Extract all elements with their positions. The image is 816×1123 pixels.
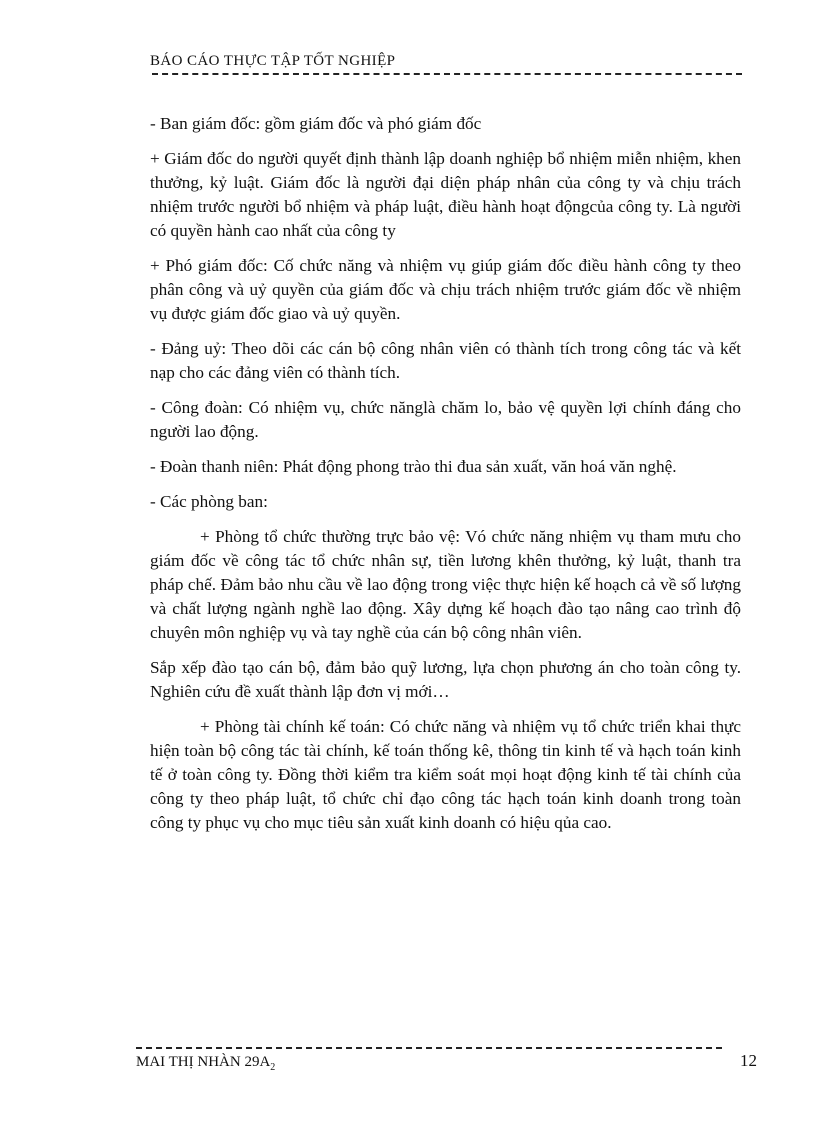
footer-author-subscript: 2 <box>270 1062 276 1073</box>
paragraph: - Đoàn thanh niên: Phát động phong trào thi đua sản xuất, văn hoá văn nghệ. <box>150 457 677 476</box>
paragraph: + Phó giám đốc: Cố chức năng và nhiệm vụ giúp giám đốc điều hành công ty theo phân công và uỷ quyền của giám đốc và chịu trách nhiệm trước giám đốc về nhiệm vụ được giám đốc giao và uỷ quyền. <box>150 256 741 323</box>
paragraph: + Phòng tài chính kế toán: Có chức năng và nhiệm vụ tổ chức triển khai thực hiện toàn bộ công tác tài chính, kế toán thống kê, thông tin kinh tế và hạch toán kinh tế ở toàn công ty. Đồng thời kiểm tra kiểm soát mọi hoạt động kinh tế tài chính của công ty theo pháp luật, tổ chức chỉ đạo công tác hạch toán kinh doanh trong toàn công ty phục vụ cho mục tiêu sản xuất kinh doanh có hiệu qủa cao. <box>150 717 741 832</box>
page-header-title: BÁO CÁO THỰC TẬP TỐT NGHIỆP <box>150 53 396 69</box>
paragraph: - Công đoàn: Có nhiệm vụ, chức nănglà chăm lo, bảo vệ quyền lợi chính đáng cho người lao động. <box>150 398 741 441</box>
paragraph: + Phòng tổ chức thường trực bảo vệ: Vó chức năng nhiệm vụ tham mưu cho giám đốc về công tác tổ chức nhân sự, tiền lương khên thưởng, kỷ luật, thanh tra pháp chế. Đảm bảo nhu cầu về lao động trong việc thực hiện kế hoạch cả về số lượng và chất lượng ngành nghề lao động. Xây dựng kế hoạch đào tạo nâng cao trình độ chuyên môn nghiệp vụ và tay nghề của cán bộ công nhân viên. <box>150 527 741 642</box>
footer-divider <box>136 1047 722 1049</box>
document-body <box>150 112 741 846</box>
footer-author <box>136 1054 275 1073</box>
footer-author-name: MAI THỊ NHÀN 29A <box>136 1054 271 1070</box>
paragraph: - Ban giám đốc: gồm giám đốc và phó giám đốc <box>150 114 482 133</box>
header-divider <box>152 73 742 75</box>
page-number: 12 <box>740 1051 757 1070</box>
paragraph: + Giám đốc do người quyết định thành lập doanh nghiệp bổ nhiệm miễn nhiệm, khen thưởng, kỷ luật. Giám đốc là người đại diện pháp nhân của công ty và chịu trách nhiệm trước người bổ nhiệm và pháp luật, điều hành hoạt độngcủa công ty. Là người có quyền hành cao nhất của công ty <box>150 149 741 240</box>
paragraph: - Các phòng ban: <box>150 492 268 511</box>
paragraph: - Đảng uỷ: Theo dõi các cán bộ công nhân viên có thành tích trong công tác và kết nạp cho các đảng viên có thành tích. <box>150 339 741 382</box>
paragraph: Sắp xếp đào tạo cán bộ, đảm bảo quỹ lương, lựa chọn phương án cho toàn công ty. Nghiên cứu đề xuất thành lập đơn vị mới… <box>150 658 741 701</box>
